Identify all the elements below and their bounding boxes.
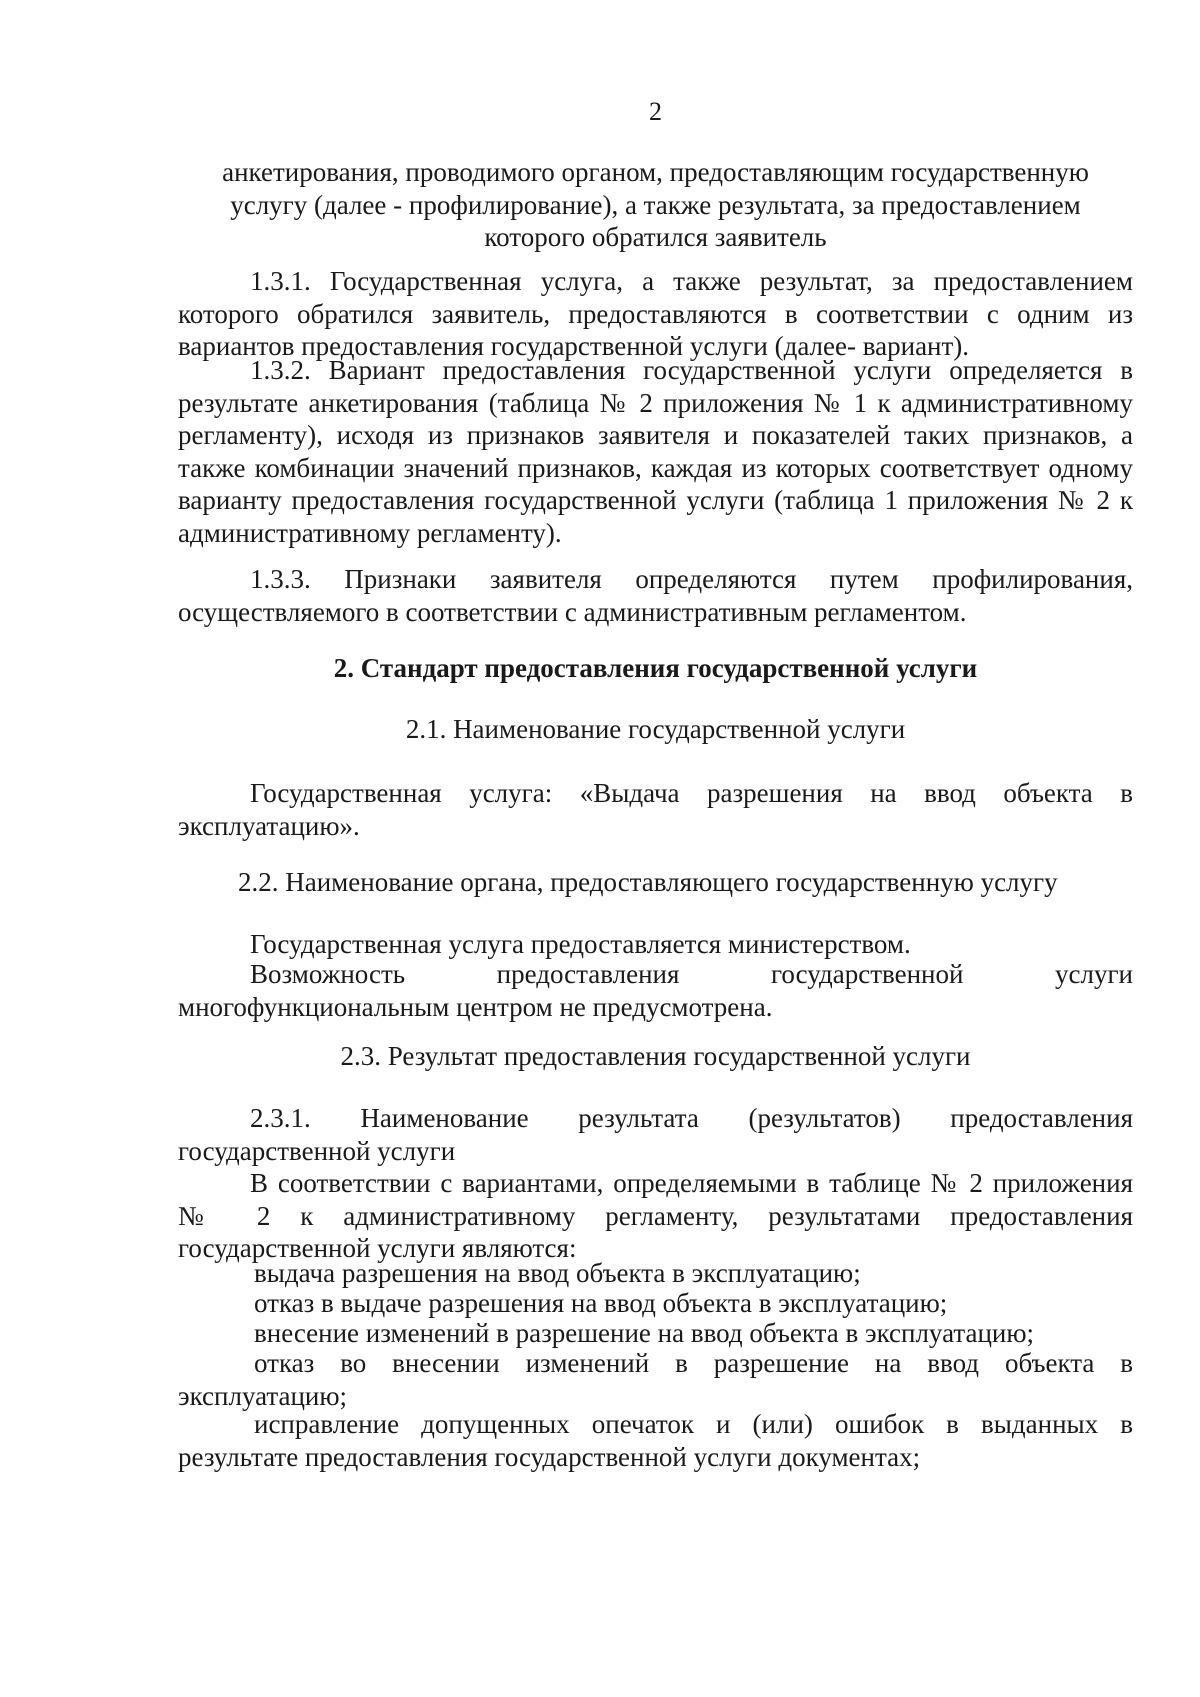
result-item: отказ в выдаче разрешения на ввод объекта в эксплуатацию; <box>254 1288 948 1318</box>
result-item: внесение изменений в разрешение на ввод объекта в эксплуатацию; <box>254 1318 1035 1348</box>
result-item: выдача разрешения на ввод объекта в эксплуатацию; <box>254 1258 861 1288</box>
paragraph-2-1: Государственная услуга: «Выдача разрешения на ввод объекта в эксплуатацию». <box>178 778 1133 841</box>
subsection-2-2-title: 2.2. Наименование органа, предоставляющего государственную услугу <box>238 867 1058 897</box>
paragraph-1-3-2: 1.3.2. Вариант предоставления государственной услуги определяется в результате анкетирования (таблица № 2 приложения № 1 к административному регламенту), исходя из признаков заявителя и показателей таких признаков, а также комбинации значений признаков, каждая из которых соответствует одному варианту предоставления государственной услуги (таблица 1 приложения № 2 к административному регламенту). <box>178 355 1133 548</box>
heading-line: услугу (далее - профилирование), а также результата, за предоставлением <box>230 189 1081 220</box>
paragraph-2-2-b: Возможность предоставления государственной услуги многофункциональным центром не предусмотрена. <box>178 959 1133 1022</box>
heading-line: которого обратился заявитель <box>484 222 827 252</box>
paragraph-1-3-1: 1.3.1. Государственная услуга, а также результат, за предоставлением которого обратился заявитель, предоставляются в соответствии с одним из вариантов предоставления государственной услуги (далее- вариант). <box>178 266 1133 361</box>
paragraph-1-3-3: 1.3.3. Признаки заявителя определяются путем профилирования, осуществляемого в соответствии с административным регламентом. <box>178 564 1133 627</box>
paragraph-2-2-a: Государственная услуга предоставляется министерством. <box>250 929 911 959</box>
heading-line: анкетирования, проводимого органом, предоставляющим государственную <box>222 157 1089 187</box>
subsection-2-1-title: 2.1. Наименование государственной услуги <box>405 714 906 744</box>
paragraph-2-3-1-b: В соответствии с вариантами, определяемыми в таблице № 2 приложения № 2 к административному регламенту, результатами предоставления государственной услуги являются: <box>178 1168 1133 1263</box>
result-item: отказ во внесении изменений в разрешение на ввод объекта в эксплуатацию; <box>178 1348 1133 1411</box>
section-2-title: 2. Стандарт предоставления государственной услуги <box>333 653 978 683</box>
result-item: исправление допущенных опечаток и (или) ошибок в выданных в результате предоставления государственной услуги документах; <box>178 1409 1133 1472</box>
page-number: 2 <box>649 97 662 126</box>
subsection-2-3-title: 2.3. Результат предоставления государственной услуги <box>340 1041 971 1071</box>
heading-continuation <box>178 156 1133 254</box>
paragraph-2-3-1: 2.3.1. Наименование результата (результатов) предоставления государственной услуги <box>178 1103 1133 1166</box>
